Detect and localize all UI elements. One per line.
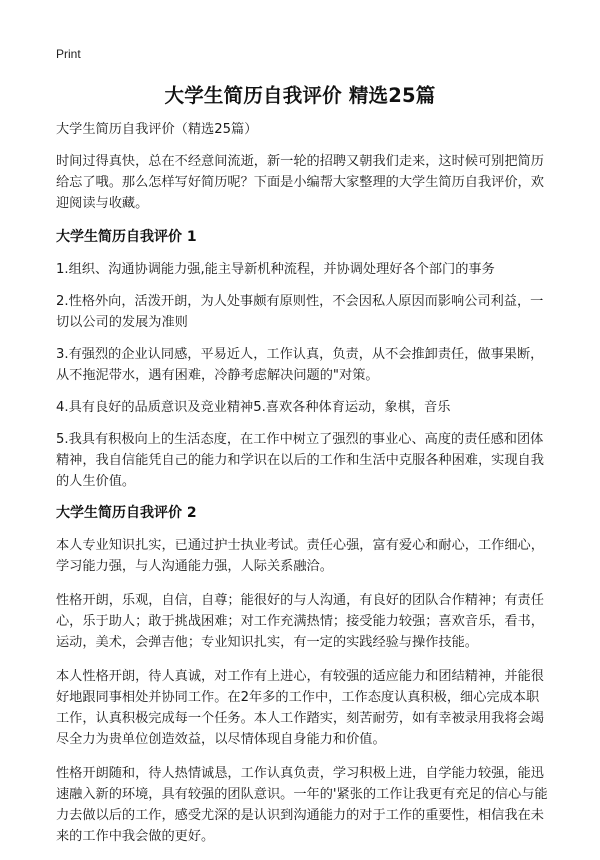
section-heading: 大学生简历自我评价 2 [56,505,197,521]
intro-paragraph: 时间过得真快，总在不经意间流逝，新一轮的招聘又朝我们走来，这时候可别把简历给忘了哦。那么怎样写好简历呢？下面是小编帮大家整理的大学生简历自我评价，欢迎阅读与收藏。 [56,154,544,211]
paragraph: 本人专业知识扎实，已通过护士执业考试。责任心强，富有爱心和耐心，工作细心，学习能力强，与人沟通能力强，人际关系融洽。 [56,538,544,574]
paragraph: 性格开朗随和，待人热情诚恳，工作认真负责，学习积极上进，自学能力较强，能迅速融入新的环境，具有较强的团队意识。一年的'紧张的工作让我更有充足的信心与能力去做以后的工作，感受尤深的是认识到沟通能力的对于工作的重要性，相信我在未来的工作中我会做的更好。 [56,766,548,844]
paragraph: 2.性格外向，活泼开朗，为人处事颇有原则性，不会因私人原因而影响公司利益，一切以公司的发展为准则 [56,294,544,330]
section-heading: 大学生简历自我评价 1 [56,229,197,245]
article-body [56,119,550,860]
print-label: Print [56,47,81,61]
paragraph: 本人性格开朗，待人真诚，对工作有上进心，有较强的适应能力和团结精神，并能很好地跟同事相处并协同工作。在2年多的工作中，工作态度认真积极，细心完成本职工作，认真积极完成每一个任务。本人工作踏实，刻苦耐劳，如有幸被录用我将会竭尽全力为贵单位创造效益，以尽情体现自身能力和价值。 [56,669,544,747]
paragraph: 性格开朗，乐观，自信，自尊；能很好的与人沟通，有良好的团队合作精神；有责任心，乐于助人；敢于挑战困难；对工作充满热情；接受能力较强；喜欢音乐，看书，运动，美术，会弹吉他；专业知识扎实，有一定的实践经验与操作技能。 [56,593,544,650]
section-2 [56,503,550,847]
article-subtitle: 大学生简历自我评价（精选25篇） [56,122,258,137]
paragraph: 3.有强烈的企业认同感，平易近人，工作认真，负责，从不会推卸责任，做事果断，从不拖泥带水，遇有困难，冷静考虑解决问题的"对策。 [56,347,544,383]
section-1 [56,227,550,492]
paragraph: 1.组织、沟通协调能力强,能主导新机种流程，并协调处理好各个部门的事务 [56,262,495,277]
page-title: 大学生简历自我评价 精选25篇 [164,84,436,107]
paragraph: 5.我具有积极向上的生活态度，在工作中树立了强烈的事业心、高度的责任感和团体精神，我自信能凭自己的能力和学识在以后的工作和生活中克服各种困难，实现自我的人生价值。 [56,432,544,489]
paragraph: 4.具有良好的品质意识及竞业精神5.喜欢各种体育运动，象棋，音乐 [56,400,451,415]
